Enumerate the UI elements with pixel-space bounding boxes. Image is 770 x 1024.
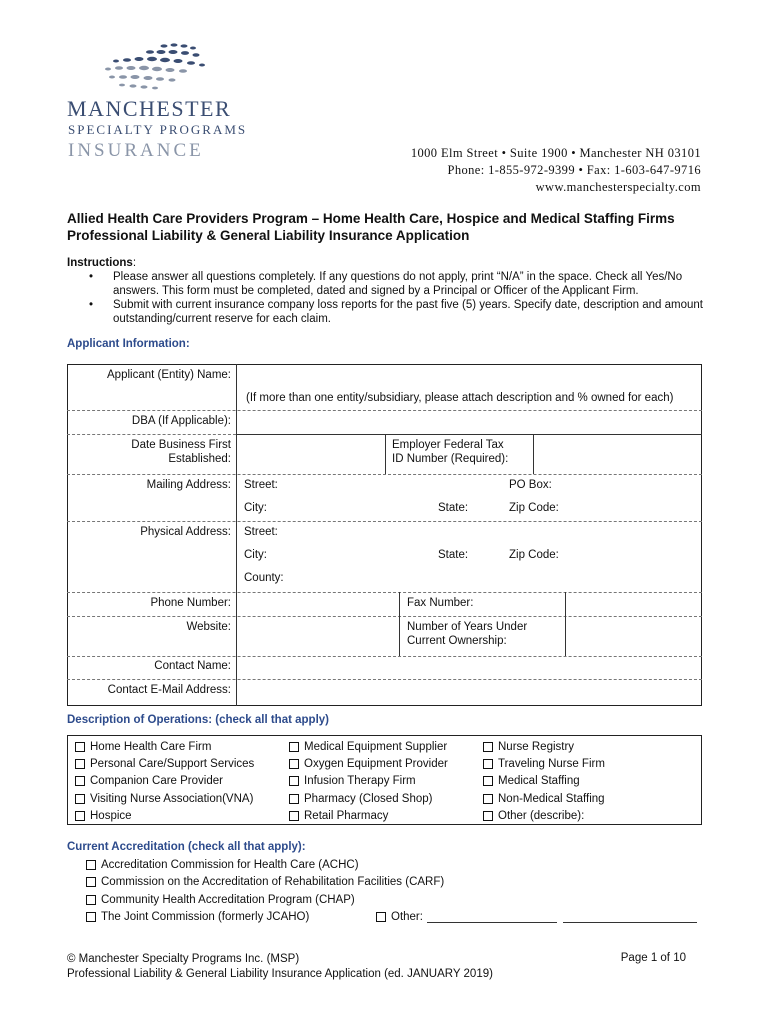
accred-other-field-2[interactable] — [563, 912, 697, 923]
cell-divider — [399, 616, 400, 656]
op-hospice[interactable] — [75, 809, 132, 823]
checkbox[interactable] — [289, 759, 299, 769]
instructions-heading — [67, 256, 707, 270]
op-label: Retail Pharmacy — [304, 810, 389, 822]
physical-street-label: Street: — [244, 526, 278, 538]
mailing-street-label: Street: — [244, 479, 278, 491]
checkbox[interactable] — [75, 776, 85, 786]
page-number: Page 1 of 10 — [620, 952, 686, 964]
fax-field[interactable] — [572, 596, 697, 610]
entity-name-note: (If more than one entity/subsidiary, please attach description and % owned for each) — [246, 392, 674, 404]
years-ownership-field[interactable] — [572, 620, 697, 648]
accred-label: Accreditation Commission for Health Care (ACHC) — [101, 859, 359, 871]
cell-divider — [533, 434, 534, 474]
checkbox[interactable] — [86, 895, 96, 905]
document-title — [67, 210, 675, 244]
op-label: Infusion Therapy Firm — [304, 775, 416, 787]
op-medical-staffing[interactable] — [483, 774, 580, 788]
fein-label-line2: ID Number (Required): — [392, 453, 509, 465]
checkbox[interactable] — [289, 776, 299, 786]
op-visiting-nurse[interactable] — [75, 792, 253, 806]
checkbox[interactable] — [289, 742, 299, 752]
checkbox[interactable] — [483, 776, 493, 786]
entity-name-label: Applicant (Entity) Name: — [107, 369, 231, 381]
physical-county-label: County: — [244, 572, 284, 584]
accred-label: The Joint Commission (formerly JCAHO) — [101, 911, 310, 923]
footer-edition: Professional Liability & General Liability Insurance Application (ed. JANUARY 2019) — [67, 968, 493, 980]
address-website[interactable]: www.manchesterspecialty.com — [535, 180, 701, 194]
instructions-heading-text: Instructions — [67, 257, 133, 269]
row-divider — [67, 679, 702, 680]
physical-city-label: City: — [244, 549, 267, 561]
op-personal-care[interactable] — [75, 757, 254, 771]
contact-name-label: Contact Name: — [154, 660, 231, 672]
dba-field[interactable] — [246, 414, 696, 428]
cell-divider — [565, 592, 566, 616]
footer-left — [67, 952, 493, 982]
cell-divider — [385, 434, 386, 474]
op-label: Oxygen Equipment Provider — [304, 758, 448, 770]
row-divider — [67, 616, 702, 617]
company-address — [411, 145, 701, 196]
op-companion-care[interactable] — [75, 774, 223, 788]
checkbox[interactable] — [75, 759, 85, 769]
instruction-item-2: • Submit with current insurance company loss reports for the past five (5) years. Specify date, description and amount outstanding/current reserve for each claim. — [67, 298, 707, 326]
accred-achc[interactable] — [86, 858, 359, 872]
op-label: Visiting Nurse Association(VNA) — [90, 793, 254, 805]
checkbox[interactable] — [483, 794, 493, 804]
fein-label — [392, 438, 508, 466]
logo-text-line2: SPECIALTY PROGRAMS — [68, 122, 248, 137]
op-label: Hospice — [90, 810, 132, 822]
label-column-divider — [236, 364, 237, 706]
company-logo — [60, 40, 250, 165]
mailing-city-label: City: — [244, 502, 267, 514]
mailing-po-box-label: PO Box: — [509, 479, 552, 491]
instructions — [67, 256, 707, 326]
address-phone-fax: Phone: 1-855-972-9399 • Fax: 1-603-647-9716 — [447, 163, 701, 177]
checkbox[interactable] — [483, 742, 493, 752]
row-divider — [67, 434, 236, 435]
op-other[interactable] — [483, 809, 584, 823]
instructions-heading-colon: : — [132, 257, 137, 269]
accred-chap[interactable] — [86, 893, 355, 907]
accred-carf[interactable] — [86, 875, 444, 889]
address-street: 1000 Elm Street • Suite 1900 • Manchester NH 03101 — [410, 146, 701, 160]
op-label: Personal Care/Support Services — [90, 758, 255, 770]
physical-zip-label: Zip Code: — [509, 549, 559, 561]
checkbox[interactable] — [376, 912, 386, 922]
accreditation-heading: Current Accreditation (check all that apply): — [67, 841, 306, 853]
cell-divider — [399, 592, 400, 616]
checkbox[interactable] — [483, 811, 493, 821]
op-infusion-therapy[interactable] — [289, 774, 416, 788]
accred-other-label: Other: — [391, 911, 423, 923]
checkbox[interactable] — [86, 877, 96, 887]
op-non-medical-staffing[interactable] — [483, 792, 605, 806]
checkbox[interactable] — [75, 742, 85, 752]
date-established-label — [131, 438, 231, 466]
accred-other-field-1[interactable] — [427, 912, 557, 923]
checkbox[interactable] — [86, 912, 96, 922]
op-traveling-nurse[interactable] — [483, 757, 605, 771]
row-divider — [67, 410, 702, 411]
op-label: Non-Medical Staffing — [498, 793, 605, 805]
cell-divider — [565, 616, 566, 656]
physical-address-label: Physical Address: — [140, 526, 231, 538]
years-ownership-label-line1: Number of Years Under — [407, 621, 528, 633]
date-established-label-line2: Established: — [168, 453, 231, 465]
website-field[interactable] — [246, 620, 396, 648]
phone-label: Phone Number: — [150, 597, 231, 609]
years-ownership-label-line2: Current Ownership: — [407, 635, 507, 647]
document-title-line2: Professional Liability & General Liability Insurance Application — [67, 228, 470, 243]
op-label: Home Health Care Firm — [90, 741, 212, 753]
phone-field[interactable] — [246, 596, 396, 610]
logo-text-line1: MANCHESTER — [67, 96, 232, 121]
applicant-info-heading: Applicant Information: — [67, 338, 190, 350]
op-label: Medical Staffing — [498, 775, 580, 787]
website-label: Website: — [186, 621, 231, 633]
op-label: Medical Equipment Supplier — [304, 741, 448, 753]
date-established-label-line1: Date Business First — [131, 439, 231, 451]
checkbox[interactable] — [75, 811, 85, 821]
contact-email-field[interactable] — [246, 683, 696, 697]
op-medical-equipment[interactable] — [289, 740, 447, 754]
accred-label: Community Health Accreditation Program (CHAP) — [101, 894, 355, 906]
physical-state-label: State: — [438, 549, 469, 561]
instruction-item-1: • Please answer all questions completely. If any questions do not apply, print “N/A” in the space. Check all Yes/No answers. This form must be completed, dated and signed by a Principal or Officer of the Applicant Firm. — [67, 270, 707, 298]
years-ownership-label — [407, 620, 527, 648]
fein-label-line1: Employer Federal Tax — [392, 439, 504, 451]
op-pharmacy-closed[interactable] — [289, 792, 432, 806]
op-label: Companion Care Provider — [90, 775, 223, 787]
op-oxygen-equipment[interactable] — [289, 757, 448, 771]
checkbox[interactable] — [86, 860, 96, 870]
row-divider — [236, 434, 702, 435]
mailing-zip-label: Zip Code: — [509, 502, 559, 514]
logo-mark-icon — [102, 40, 212, 95]
operations-heading: Description of Operations: (check all that apply) — [67, 714, 329, 726]
accred-label: Commission on the Accreditation of Rehabilitation Facilities (CARF) — [101, 876, 445, 888]
checkbox[interactable] — [289, 811, 299, 821]
logo-text-line3: INSURANCE — [68, 140, 204, 161]
contact-email-label: Contact E-Mail Address: — [107, 684, 231, 696]
op-home-health[interactable] — [75, 740, 211, 754]
mailing-address-label: Mailing Address: — [146, 479, 231, 491]
checkbox[interactable] — [289, 794, 299, 804]
date-established-field[interactable] — [246, 438, 386, 466]
fax-label: Fax Number: — [407, 597, 474, 609]
op-nurse-registry[interactable] — [483, 740, 574, 754]
op-label: Traveling Nurse Firm — [498, 758, 605, 770]
row-divider — [67, 656, 702, 657]
op-label: Pharmacy (Closed Shop) — [304, 793, 433, 805]
footer-copyright: © Manchester Specialty Programs Inc. (MSP) — [67, 953, 300, 965]
entity-name-field[interactable] — [246, 368, 696, 382]
checkbox[interactable] — [483, 759, 493, 769]
row-divider — [67, 521, 702, 522]
op-retail-pharmacy[interactable] — [289, 809, 388, 823]
accred-other[interactable] — [376, 910, 697, 924]
op-label: Other (describe): — [498, 810, 585, 822]
row-divider — [67, 592, 702, 593]
checkbox[interactable] — [75, 794, 85, 804]
accred-jcaho[interactable] — [86, 910, 309, 924]
mailing-street-field[interactable] — [290, 478, 500, 492]
mailing-state-label: State: — [438, 502, 469, 514]
row-divider — [67, 474, 702, 475]
op-label: Nurse Registry — [498, 741, 575, 753]
contact-name-field[interactable] — [246, 659, 696, 673]
dba-label: DBA (If Applicable): — [131, 415, 231, 427]
document-title-line1: Allied Health Care Providers Program – Home Health Care, Hospice and Medical Staffing Firms — [67, 211, 675, 226]
fein-field[interactable] — [540, 438, 695, 466]
